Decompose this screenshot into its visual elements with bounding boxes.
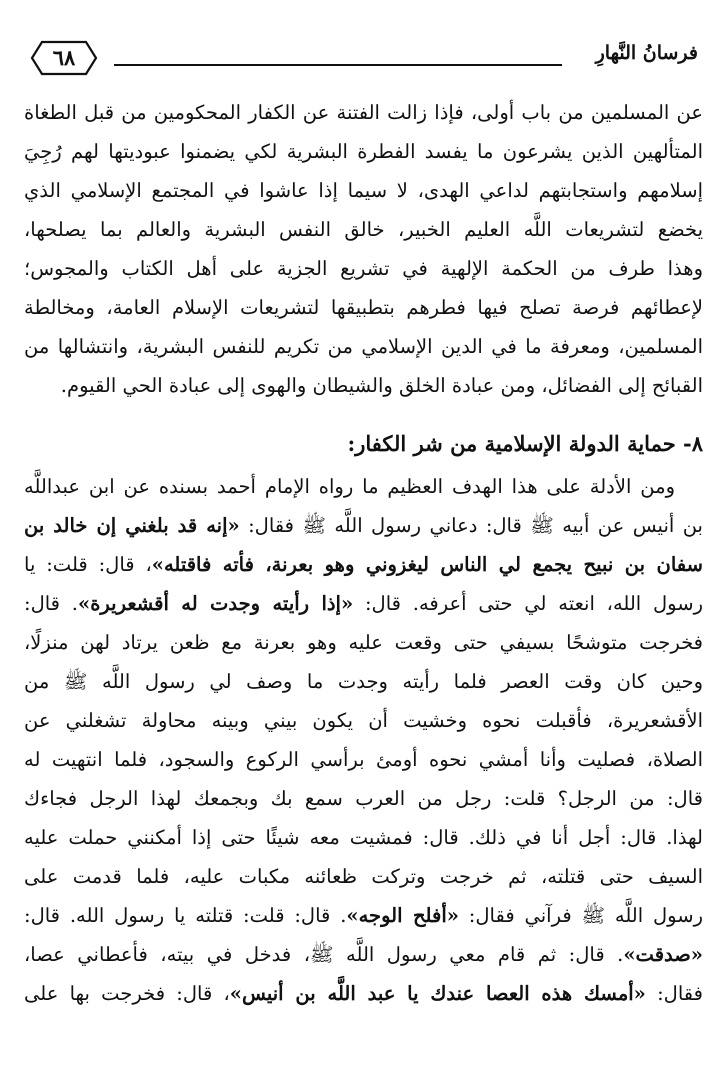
text-line: عن المسلمين من باب أولى، فإذا زالت الفتنة عن الكفار المحكومين من قبل الطغاة — [24, 101, 703, 124]
text-line — [24, 545, 703, 584]
hadith-quote: سفان بن نبيح يجمع لي الناس ليغزوني وهو بعرنة، فأته فاقتله» — [151, 553, 703, 576]
text-segment: الصلاة، فصليت وأنا أمشي نحوه أومئ برأسي الركوع والسجود، فلما انتهيت له — [24, 748, 703, 771]
hadith-quote: «أفلح الوجه» — [346, 904, 459, 927]
text-line — [24, 740, 703, 779]
text-segment: الأقشعريرة، فأقبلت نحوه وخشيت أن يكون بيني وبينه محاولة تشغلني عن — [24, 709, 703, 732]
text-segment: . قال: ثم قام معي رسول اللَّه ﷺ، فدخل في بيته، فأعطاني عصا، — [24, 943, 624, 966]
hadith-quote: «إذا رأيته وجدت له أقشعريرة» — [78, 592, 354, 615]
text-line: لإعطائهم فرصة تصلح فيها فطرهم بتطبيقها لتشريعات الإسلام العامة، ومخالطة — [24, 296, 703, 319]
text-line: المتألهين الذين يشرعون ما يفسد الفطرة البشرية لكي يضمنوا عبوديتها لهم رُجِيَ — [24, 140, 703, 163]
text-segment: ، قال: فخرجت بها على — [24, 982, 230, 1005]
section-heading: ٨- حماية الدولة الإسلامية من شر الكفار: — [347, 431, 703, 456]
text-segment: رسول الله، انعته لي حتى أعرفه. قال: — [353, 592, 703, 615]
text-segment: فخرجت متوشحًا بسيفي حتى وقعت عليه وهو بعرنة مع ظعن يرتاد لهن منزلًا، — [24, 631, 703, 654]
text-line — [24, 506, 703, 545]
text-line — [24, 701, 703, 740]
text-segment: السيف حتى قتلته، ثم خرجت وتركت ظعائنه مكبات عليه، فلما قدمت على — [24, 865, 703, 888]
text-segment: . قال: — [24, 592, 78, 615]
hadith-quote: «إنه قد بلغني إن خالد بن — [24, 514, 240, 537]
text-segment: بن أنيس عن أبيه ﷺ قال: دعاني رسول اللَّه ﷺ فقال: — [239, 514, 703, 537]
text-line: إسلامهم واستجابتهم لداعي الهدى، لا سيما إذا عاشوا في المجتمع الإسلامي الذي — [24, 179, 703, 202]
text-line: القبائح إلى الفضائل، ومن عبادة الخلق والشيطان والهوى إلى عبادة الحي القيوم. — [60, 374, 703, 397]
text-line — [24, 584, 703, 623]
text-segment: فقال: — [645, 982, 703, 1005]
running-title: فرسانُ النَّهارِ — [595, 42, 698, 64]
text-line — [24, 935, 703, 974]
text-line — [24, 974, 703, 1013]
page-number: ٦٨ — [52, 45, 76, 70]
text-line — [24, 467, 703, 506]
page-number-badge — [30, 40, 98, 76]
header-rule — [114, 64, 562, 66]
text-segment: وحين كان وقت العصر فلما رأيته وجدت ما وصف لي رسول اللَّه ﷺ من — [24, 670, 703, 693]
text-line — [24, 818, 703, 857]
page-header — [30, 30, 700, 80]
hadith-quote: «صدقت» — [623, 943, 703, 966]
paragraph-1 — [24, 93, 703, 405]
text-line: المسلمين، ومعرفة ما في الدين الإسلامي من تكريم للنفس البشرية، وانتشالها من — [24, 335, 703, 358]
text-line — [24, 779, 703, 818]
text-segment: لهذا. قال: أجل أنا في ذلك. قال: فمشيت معه شيئًا حتى إذا أمكنني حملت عليه — [24, 826, 703, 849]
text-segment: ومن الأدلة على هذا الهدف العظيم ما رواه الإمام أحمد بسنده عن ابن عبداللَّه — [24, 475, 675, 498]
text-line — [24, 857, 703, 896]
text-segment: رسول اللَّه ﷺ فرآني فقال: — [458, 904, 703, 927]
text-line — [24, 623, 703, 662]
text-line — [24, 896, 703, 935]
text-line: وهذا طرف من الحكمة الإلهية في تشريع الجزية على أهل الكتاب والمجوس؛ — [24, 257, 703, 280]
text-segment: ، قال: قلت: يا — [24, 553, 152, 576]
text-line: يخضع لتشريعات اللَّه العليم الخبير، خالق النفس البشرية والعالم بما يصلحها، — [24, 218, 703, 241]
text-segment: قال: من الرجل؟ قلت: رجل من العرب سمع بك وبجمعك لهذا الرجل فجاءك — [24, 787, 703, 810]
paragraph-2 — [24, 467, 703, 1013]
hadith-quote: «أمسك هذه العصا عندك يا عبد اللَّه بن أنيس» — [229, 982, 646, 1005]
text-segment: . قال: قلت: قتلته يا رسول الله. قال: — [24, 904, 347, 927]
text-line — [24, 662, 703, 701]
